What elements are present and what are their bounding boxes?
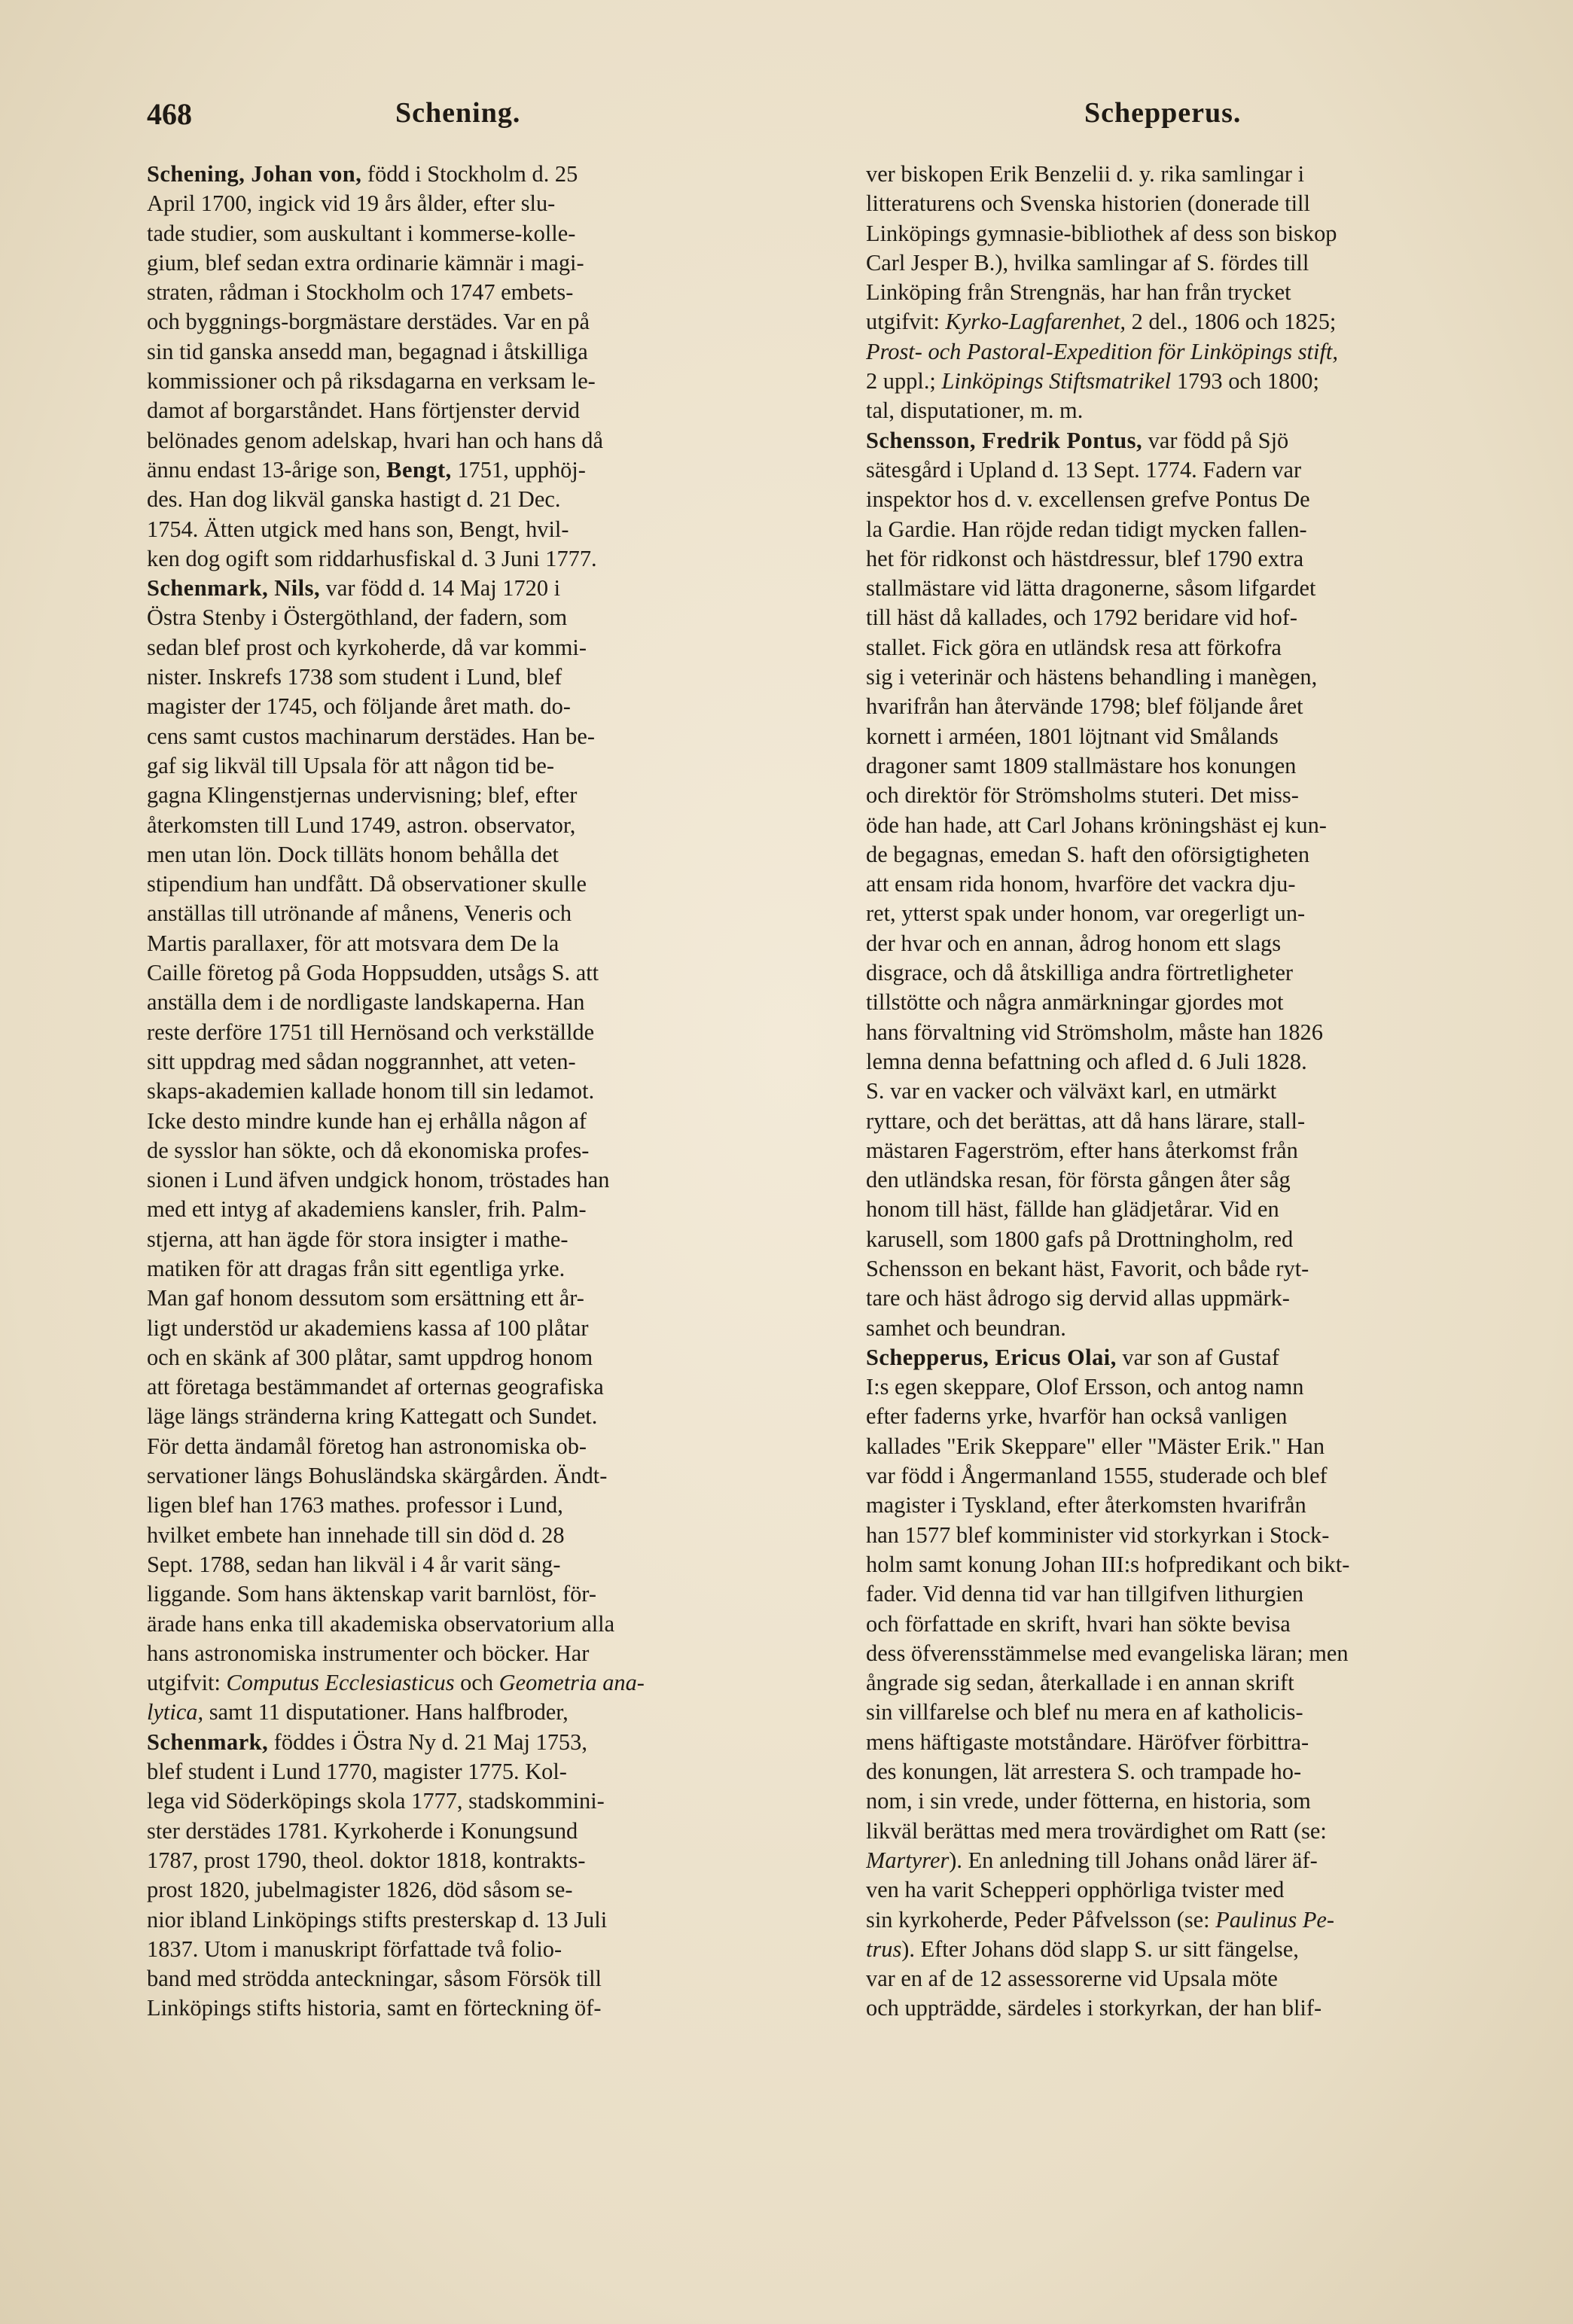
text-line xyxy=(866,337,1529,367)
text-line xyxy=(147,485,809,514)
text-run: sitt uppdrag med sådan noggrannhet, att veten- xyxy=(147,1048,576,1074)
text-run: Schensson en bekant häst, Favorit, och både ryt- xyxy=(866,1255,1309,1281)
text-run: återkomsten till Lund 1749, astron. observator, xyxy=(147,812,576,838)
text-run: des konungen, lät arrestera S. och trampade ho- xyxy=(866,1759,1302,1785)
italic-title: Paulinus Pe- xyxy=(1215,1906,1335,1933)
text-line xyxy=(147,1254,809,1284)
text-line xyxy=(866,278,1529,307)
text-run: Icke desto mindre kunde han ej erhålla någon af xyxy=(147,1107,587,1134)
text-line xyxy=(147,1018,809,1047)
text-line xyxy=(147,1195,809,1224)
italic-title: Linköpings Stiftsmatrikel xyxy=(941,368,1172,394)
text-run: stipendium han undfått. Då observationer skulle xyxy=(147,871,587,897)
text-run: läge längs stränderna kring Kattegatt och Sundet. xyxy=(147,1403,598,1430)
text-line xyxy=(147,1875,809,1905)
text-run: 2 del., 1806 och 1825; xyxy=(1125,309,1337,335)
text-run: karusell, som 1800 gafs på Drottningholm, red xyxy=(866,1226,1294,1252)
text-line xyxy=(147,1786,809,1816)
text-line xyxy=(866,1314,1529,1343)
text-line xyxy=(866,633,1529,662)
text-line xyxy=(147,929,809,958)
text-run: ). En anledning till Johans onåd lärer äf- xyxy=(949,1847,1318,1873)
text-line xyxy=(866,1165,1529,1195)
text-run: ryttare, och det berättas, att då hans lärare, stall- xyxy=(866,1107,1306,1134)
text-run: 1837. Utom i manuskript författade två folio- xyxy=(147,1936,562,1962)
text-line xyxy=(147,1728,809,1757)
text-line xyxy=(866,219,1529,248)
entry-headword: Schepperus, Ericus Olai, xyxy=(866,1344,1117,1370)
text-line xyxy=(866,988,1529,1017)
text-run: prost 1820, jubelmagister 1826, död såsom se- xyxy=(147,1877,573,1903)
right-text-column xyxy=(866,160,1529,2024)
text-line xyxy=(147,307,809,337)
left-running-head: Schening. xyxy=(395,97,521,129)
text-line xyxy=(866,307,1529,337)
text-line xyxy=(866,1786,1529,1816)
text-run: 1754. Ätten utgick med hans son, Bengt, hvil- xyxy=(147,516,569,542)
text-run: magister i Tyskland, efter återkomsten hvarifrån xyxy=(866,1492,1306,1518)
text-run: tillstötte och några anmärkningar gjordes mot xyxy=(866,989,1284,1016)
text-run: belönades genom adelskap, hvari han och hans då xyxy=(147,427,603,453)
text-line xyxy=(866,189,1529,218)
text-run: att ensam rida honom, hvarföre det vackra dju- xyxy=(866,871,1296,897)
text-run: samt 11 disputationer. Hans halfbroder, xyxy=(203,1699,569,1725)
text-line xyxy=(866,1491,1529,1520)
text-run: var född i Ångermanland 1555, studerade och blef xyxy=(866,1463,1328,1489)
text-run: ret, ytterst spak under honom, var oregerligt un- xyxy=(866,900,1306,927)
text-run: och en skänk af 300 plåtar, samt uppdrog honom xyxy=(147,1344,593,1370)
text-run: anställa dem i de nordligaste landskaperna. Han xyxy=(147,989,585,1016)
text-run: var född d. 14 Maj 1720 i xyxy=(320,575,561,602)
italic-title: lytica, xyxy=(147,1699,204,1725)
text-line xyxy=(866,751,1529,781)
text-run: sätesgård i Upland d. 13 Sept. 1774. Fadern var xyxy=(866,456,1302,483)
text-line xyxy=(866,1639,1529,1668)
text-run: S. var en vacker och välväxt karl, en utmärkt xyxy=(866,1078,1277,1104)
text-run: ligen blef han 1763 mathes. professor i Lund, xyxy=(147,1492,563,1518)
text-line xyxy=(866,1698,1529,1727)
text-run: reste derföre 1751 till Hernösand och verkställde xyxy=(147,1019,595,1045)
text-run: 1787, prost 1790, theol. doktor 1818, kontrakts- xyxy=(147,1847,586,1873)
text-line xyxy=(147,1668,809,1698)
text-run: Martis parallaxer, för att motsvara dem De la xyxy=(147,930,559,956)
text-run: ken dog ogift som riddarhusfiskal d. 3 Juni 1777. xyxy=(147,545,597,571)
italic-title: Geometria ana- xyxy=(498,1670,645,1696)
text-line xyxy=(866,455,1529,485)
entry-headword: Bengt, xyxy=(386,456,452,483)
text-line xyxy=(866,958,1529,988)
text-line xyxy=(147,633,809,662)
text-run: 2 uppl.; xyxy=(866,368,942,394)
text-line xyxy=(147,1639,809,1668)
text-line xyxy=(147,515,809,544)
text-run: ver biskopen Erik Benzelii d. y. rika samlingar i xyxy=(866,161,1305,187)
text-line xyxy=(147,1343,809,1372)
text-line xyxy=(866,574,1529,603)
text-run: nior ibland Linköpings stifts presterskap d. 13 Juli xyxy=(147,1906,608,1933)
text-run: hans förvaltning vid Strömsholm, måste han 1826 xyxy=(866,1019,1323,1045)
text-run: sin kyrkoherde, Peder Påfvelsson (se: xyxy=(866,1906,1216,1933)
text-run: de sysslor han sökte, och då ekonomiska profes- xyxy=(147,1137,590,1163)
text-line xyxy=(866,1461,1529,1491)
text-line xyxy=(147,988,809,1017)
text-run: och direktör för Strömsholms stuteri. Det miss- xyxy=(866,782,1299,809)
text-line xyxy=(147,1491,809,1520)
text-run: Sept. 1788, sedan han likväl i 4 år varit säng- xyxy=(147,1551,561,1577)
text-line xyxy=(866,1225,1529,1254)
text-line xyxy=(147,1136,809,1165)
text-line xyxy=(147,603,809,632)
text-line xyxy=(147,1521,809,1550)
text-line xyxy=(866,840,1529,870)
text-run: inspektor hos d. v. excellensen grefve Pontus De xyxy=(866,486,1310,513)
text-run: skaps-akademien kallade honom till sin ledamot. xyxy=(147,1078,595,1104)
text-line xyxy=(147,189,809,218)
text-line xyxy=(147,337,809,367)
text-line xyxy=(147,1935,809,1964)
text-run: het för ridkonst och hästdressur, blef 1790 extra xyxy=(866,545,1304,571)
text-line xyxy=(866,1935,1529,1964)
text-line xyxy=(866,1372,1529,1402)
text-run: 1751, upphöj- xyxy=(451,456,586,483)
text-line xyxy=(147,1077,809,1106)
page-header xyxy=(147,96,1284,142)
text-run: sig i veterinär och hästens behandling i manègen, xyxy=(866,664,1318,690)
text-run: hvilket embete han innehade till sin död d. 28 xyxy=(147,1521,565,1548)
text-run: sionen i Lund äfven undgick honom, tröstades han xyxy=(147,1167,610,1193)
text-run: ännu endast 13-årige son, xyxy=(147,456,387,483)
text-run: mens häftigaste motståndare. Häröfver förbittra- xyxy=(866,1729,1309,1755)
right-running-head: Schepperus. xyxy=(1084,97,1242,129)
text-run: nister. Inskrefs 1738 som student i Lund, blef xyxy=(147,664,562,690)
italic-title: Computus Ecclesiasticus xyxy=(226,1670,455,1696)
entry-headword: Schensson, Fredrik Pontus, xyxy=(866,427,1143,453)
text-line xyxy=(147,278,809,307)
text-run: född i Stockholm d. 25 xyxy=(361,161,578,187)
text-run: cens samt custos machinarum derstädes. Han be- xyxy=(147,723,595,749)
text-line xyxy=(147,662,809,692)
text-line xyxy=(866,603,1529,632)
text-run: samhet och beundran. xyxy=(866,1314,1066,1341)
text-run: till häst då kallades, och 1792 beridare vid hof- xyxy=(866,605,1298,631)
text-run: sin tid ganska ansedd man, begagnad i åtskilliga xyxy=(147,338,588,364)
text-line xyxy=(866,367,1529,396)
entry-headword: Schenmark, Nils, xyxy=(147,575,321,602)
text-line xyxy=(866,1579,1529,1609)
text-line xyxy=(866,1018,1529,1047)
text-run: sedan blef prost och kyrkoherde, då var kommi- xyxy=(147,634,587,660)
text-run: damot af borgarståndet. Hans förtjenster dervid xyxy=(147,397,580,424)
text-run: öde han hade, att Carl Johans kröningshäst ej kun- xyxy=(866,812,1327,838)
text-run: band med strödda anteckningar, såsom Försök till xyxy=(147,1966,602,1992)
text-line xyxy=(147,811,809,840)
text-line xyxy=(866,1077,1529,1106)
text-run: men utan lön. Dock tilläts honom behålla det xyxy=(147,841,559,867)
text-run: efter faderns yrke, hvarför han också vanligen xyxy=(866,1403,1288,1430)
text-run: Man gaf honom dessutom som ersättning ett år- xyxy=(147,1285,584,1311)
text-run: lemna denna befattning och afled d. 6 Juli 1828. xyxy=(866,1048,1307,1074)
text-run: och uppträdde, särdeles i storkyrkan, der han blif- xyxy=(866,1995,1322,2021)
text-line xyxy=(147,544,809,574)
text-run: Carl Jesper B.), hvilka samlingar af S. fördes till xyxy=(866,249,1309,276)
text-line xyxy=(866,1817,1529,1846)
text-line xyxy=(866,1521,1529,1550)
text-line xyxy=(866,1728,1529,1757)
text-run: den utländska resan, för första gången åter såg xyxy=(866,1167,1291,1193)
text-run: 1793 och 1800; xyxy=(1171,368,1319,394)
text-line xyxy=(147,1225,809,1254)
text-line xyxy=(866,485,1529,514)
text-run: ). Efter Johans död slapp S. ur sitt fängelse, xyxy=(901,1936,1299,1962)
text-line xyxy=(866,1875,1529,1905)
text-line xyxy=(147,426,809,455)
text-run: gaf sig likväl till Upsala för att någon tid be- xyxy=(147,752,554,778)
text-line xyxy=(866,1107,1529,1136)
text-line xyxy=(866,544,1529,574)
text-run: utgifvit: xyxy=(866,309,946,335)
text-run: matiken för att dragas från sitt egentliga yrke. xyxy=(147,1255,565,1281)
text-line xyxy=(866,662,1529,692)
text-line xyxy=(866,1550,1529,1579)
text-line xyxy=(147,1314,809,1343)
text-line xyxy=(147,219,809,248)
text-run: kornett i arméen, 1801 löjtnant vid Smålands xyxy=(866,723,1279,749)
text-run: der hvar och en annan, ådrog honom ett slags xyxy=(866,930,1282,956)
text-line xyxy=(866,1846,1529,1875)
text-line xyxy=(147,692,809,721)
text-run: Caille företog på Goda Hoppsudden, utsågs S. att xyxy=(147,960,599,986)
text-line xyxy=(866,781,1529,810)
text-run: och xyxy=(454,1670,499,1696)
text-line xyxy=(866,1432,1529,1461)
text-run: gagna Klingenstjernas undervisning; blef, efter xyxy=(147,782,578,809)
text-line xyxy=(147,455,809,485)
text-line xyxy=(866,1610,1529,1639)
text-run: lega vid Söderköpings skola 1777, stadskommini- xyxy=(147,1788,605,1814)
text-run: la Gardie. Han röjde redan tidigt mycken fallen- xyxy=(866,516,1307,542)
text-line xyxy=(866,722,1529,751)
text-line xyxy=(866,1047,1529,1077)
text-run: sin villfarelse och blef nu mera en af katholicis- xyxy=(866,1699,1303,1725)
text-line xyxy=(866,515,1529,544)
text-run: kallades "Erik Skeppare" eller "Mäster Erik." Han xyxy=(866,1433,1325,1459)
text-run: var en af de 12 assessorerne vid Upsala möte xyxy=(866,1966,1278,1992)
text-run: I:s egen skeppare, Olof Ersson, och antog namn xyxy=(866,1374,1304,1400)
text-run: ångrade sig sedan, återkallade i en annan skrift xyxy=(866,1670,1294,1696)
text-line xyxy=(866,426,1529,455)
text-run: hans astronomiska instrumenter och böcker. Har xyxy=(147,1640,590,1666)
text-run: utgifvit: xyxy=(147,1670,227,1696)
text-line xyxy=(866,1964,1529,1994)
text-run: stjerna, att han ägde för stora insigter i mathe- xyxy=(147,1226,569,1252)
text-line xyxy=(866,396,1529,425)
text-line xyxy=(866,899,1529,928)
text-line xyxy=(147,870,809,899)
text-line xyxy=(147,1165,809,1195)
text-run: han 1577 blef komminister vid storkyrkan i Stock- xyxy=(866,1521,1330,1548)
text-line xyxy=(147,396,809,425)
left-text-column xyxy=(147,160,809,2024)
text-run: var son af Gustaf xyxy=(1116,1344,1279,1370)
text-line xyxy=(866,811,1529,840)
text-line xyxy=(866,1343,1529,1372)
text-line xyxy=(147,1372,809,1402)
text-run: stallmästare vid lätta dragonerne, såsom lifgardet xyxy=(866,575,1316,602)
text-line xyxy=(147,367,809,396)
text-run: mästaren Fagerström, efter hans återkomst från xyxy=(866,1137,1298,1163)
text-run: holm samt konung Johan III:s hofpredikant och bikt- xyxy=(866,1551,1350,1577)
text-line xyxy=(866,1284,1529,1313)
text-line xyxy=(147,899,809,928)
text-line xyxy=(147,1994,809,2023)
text-line xyxy=(866,1994,1529,2023)
text-run: dess öfverensstämmelse med evangeliska läran; men xyxy=(866,1640,1349,1666)
text-line xyxy=(147,1964,809,1994)
text-line xyxy=(866,929,1529,958)
text-run: tare och häst ådrogo sig dervid allas uppmärk- xyxy=(866,1285,1290,1311)
text-run: straten, rådman i Stockholm och 1747 embets- xyxy=(147,279,574,306)
text-run: stallet. Fick göra en utländsk resa att förkofra xyxy=(866,634,1282,660)
text-line xyxy=(866,248,1529,278)
italic-title: Prost- och Pastoral-Expedition för Linköpings stift, xyxy=(866,338,1338,364)
text-line xyxy=(147,781,809,810)
text-line xyxy=(147,722,809,751)
text-run: tade studier, som auskultant i kommerse-kolle- xyxy=(147,220,576,246)
italic-title: Martyrer xyxy=(866,1847,950,1873)
text-line xyxy=(147,751,809,781)
text-run: servationer längs Bohusländska skärgården. Ändt- xyxy=(147,1463,608,1489)
text-line xyxy=(147,1698,809,1727)
page-number: 468 xyxy=(147,97,192,131)
text-run: med ett intyg af akademiens kansler, frih. Palm- xyxy=(147,1196,587,1223)
text-run: att företaga bestämmandet af orternas geografiska xyxy=(147,1374,604,1400)
text-run: och författade en skrift, hvari han sökte bevisa xyxy=(866,1610,1291,1637)
text-run: Linköpings stifts historia, samt en förteckning öf- xyxy=(147,1995,602,2021)
text-run: gium, blef sedan extra ordinarie kämnär i magi- xyxy=(147,249,584,276)
text-line xyxy=(147,1461,809,1491)
italic-title: trus xyxy=(866,1936,902,1962)
text-run: hvarifrån han återvände 1798; blef följande året xyxy=(866,693,1303,720)
text-run: ärade hans enka till akademiska observatorium alla xyxy=(147,1610,615,1637)
text-line xyxy=(147,1610,809,1639)
text-run: likväl berättas med mera trovärdighet om Ratt (se: xyxy=(866,1817,1327,1844)
text-line xyxy=(147,1579,809,1609)
text-line xyxy=(147,1284,809,1313)
text-line xyxy=(147,248,809,278)
text-line xyxy=(147,1432,809,1461)
text-line xyxy=(147,840,809,870)
text-line xyxy=(147,1846,809,1875)
text-line xyxy=(147,1047,809,1077)
text-run: ven ha varit Schepperi opphörliga tvister med xyxy=(866,1877,1285,1903)
text-run: Östra Stenby i Östergöthland, der fadern, som xyxy=(147,605,568,631)
text-line xyxy=(866,692,1529,721)
text-line xyxy=(866,1668,1529,1698)
text-run: var född på Sjö xyxy=(1142,427,1289,453)
text-run: tal, disputationer, m. m. xyxy=(866,397,1084,424)
text-run: anställas till utrönande af månens, Veneris och xyxy=(147,900,572,927)
text-run: och byggnings-borgmästare derstädes. Var en på xyxy=(147,309,590,335)
text-line xyxy=(147,1550,809,1579)
text-line xyxy=(147,1107,809,1136)
text-line xyxy=(147,1402,809,1431)
text-line xyxy=(866,1757,1529,1786)
text-run: litteraturens och Svenska historien (donerade till xyxy=(866,190,1310,217)
text-run: Linköping från Strengnäs, har han från trycket xyxy=(866,279,1291,306)
text-run: ster derstädes 1781. Kyrkoherde i Konungsund xyxy=(147,1817,578,1844)
text-line xyxy=(866,1136,1529,1165)
text-run: kommissioner och på riksdagarna en verksam le- xyxy=(147,368,596,394)
text-line xyxy=(147,574,809,603)
text-line xyxy=(147,1905,809,1935)
text-run: April 1700, ingick vid 19 års ålder, efter slu- xyxy=(147,190,556,217)
entry-headword: Schening, Johan von, xyxy=(147,161,362,187)
text-run: blef student i Lund 1770, magister 1775. Kol- xyxy=(147,1759,567,1785)
text-run: disgrace, och då åtskilliga andra förtretligheter xyxy=(866,960,1294,986)
text-line xyxy=(147,1757,809,1786)
text-run: fader. Vid denna tid var han tillgifven lithurgien xyxy=(866,1581,1304,1607)
text-line xyxy=(866,870,1529,899)
text-line xyxy=(147,958,809,988)
text-run: Linköpings gymnasie-bibliothek af dess son biskop xyxy=(866,220,1337,246)
text-run: de begagnas, emedan S. haft den oförsigtigheten xyxy=(866,841,1310,867)
text-run: des. Han dog likväl ganska hastigt d. 21 Dec. xyxy=(147,486,561,513)
text-run: dragoner samt 1809 stallmästare hos konungen xyxy=(866,752,1297,778)
text-run: liggande. Som hans äktenskap varit barnlöst, för- xyxy=(147,1581,596,1607)
text-run: För detta ändamål företog han astronomiska ob- xyxy=(147,1433,587,1459)
entry-headword: Schenmark, xyxy=(147,1729,269,1755)
text-run: nom, i sin vrede, under fötterna, en historia, som xyxy=(866,1788,1311,1814)
text-line xyxy=(866,1254,1529,1284)
text-line xyxy=(866,160,1529,189)
text-line xyxy=(866,1402,1529,1431)
text-line xyxy=(147,160,809,189)
text-run: ligt understöd ur akademiens kassa af 100 plåtar xyxy=(147,1314,589,1341)
italic-title: Kyrko-Lagfarenhet, xyxy=(945,309,1126,335)
text-run: honom till häst, fällde han glädjetårar. Vid en xyxy=(866,1196,1279,1223)
text-run: magister der 1745, och följande året math. do- xyxy=(147,693,571,720)
text-line xyxy=(866,1195,1529,1224)
text-line xyxy=(866,1905,1529,1935)
text-line xyxy=(147,1817,809,1846)
text-run: föddes i Östra Ny d. 21 Maj 1753, xyxy=(268,1729,587,1755)
